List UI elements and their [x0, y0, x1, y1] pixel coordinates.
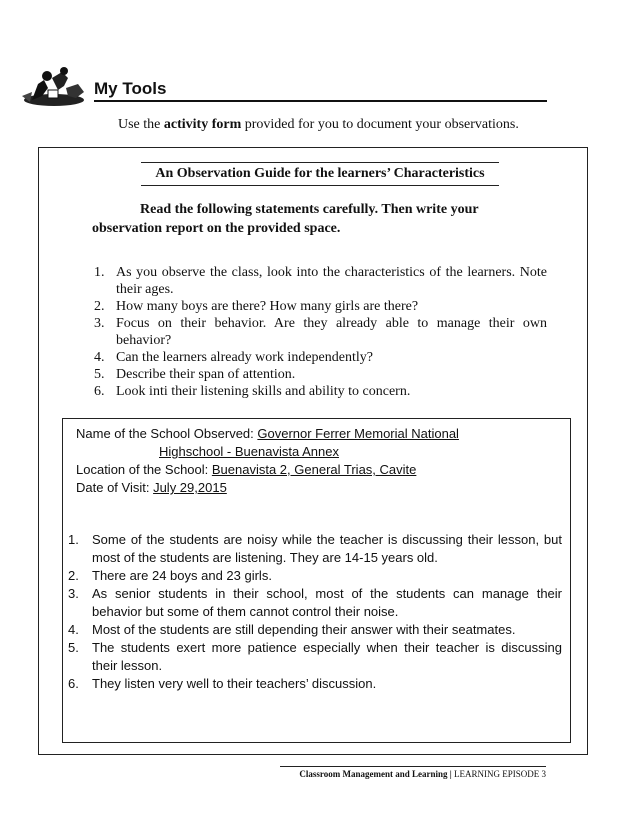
- list-item: [94, 298, 547, 315]
- intro-text: [118, 117, 519, 133]
- list-item: [68, 675, 562, 693]
- school-value: Governor Ferrer Memorial National: [257, 426, 459, 441]
- list-item: [68, 585, 562, 621]
- school-name-line-2: [159, 443, 339, 461]
- date-line: [76, 479, 227, 497]
- item-text: The students exert more patience especially when their teacher is discussing their lesson.: [92, 640, 562, 673]
- guide-title: An Observation Guide for the learners’ Characteristics: [155, 166, 485, 181]
- footer-episode: LEARNING EPISODE 3: [454, 769, 546, 779]
- page-footer: [280, 766, 546, 779]
- item-number: 1.: [94, 265, 105, 280]
- item-text: Most of the students are still depending their answer with their seatmates.: [92, 622, 516, 637]
- school-name-line: [76, 425, 459, 443]
- item-number: 3.: [68, 586, 79, 601]
- tools-clipart-icon: [18, 66, 90, 108]
- list-item: [94, 349, 547, 366]
- item-text: Focus on their behavior. Are they already able to manage their own behavior?: [116, 316, 547, 348]
- intro-after: provided for you to document your observations.: [241, 117, 519, 132]
- item-number: 6.: [94, 384, 105, 399]
- item-text: How many boys are there? How many girls are there?: [116, 299, 419, 314]
- item-number: 4.: [94, 350, 105, 365]
- school-value-cont: Highschool - Buenavista Annex: [159, 444, 339, 459]
- item-text: They listen very well to their teachers’ discussion.: [92, 676, 377, 691]
- date-label: Date of Visit:: [76, 480, 154, 495]
- list-item: [68, 621, 562, 639]
- instructions: [92, 200, 512, 238]
- item-text: As you observe the class, look into the characteristics of the learners. Note their ages.: [116, 265, 547, 297]
- section-title: My Tools: [94, 78, 547, 102]
- intro-before: Use the: [118, 117, 164, 132]
- guide-title-frame: [141, 162, 499, 186]
- item-number: 6.: [68, 676, 79, 691]
- location-value: Buenavista 2, General Trias, Cavite: [211, 462, 417, 477]
- list-item: [68, 531, 562, 567]
- item-number: 2.: [68, 568, 79, 583]
- item-number: 3.: [94, 316, 105, 331]
- list-item: [68, 639, 562, 675]
- location-line: [76, 461, 416, 479]
- item-number: 5.: [68, 640, 79, 655]
- item-text: There are 24 boys and 23 girls.: [92, 568, 272, 583]
- item-text: Look inti their listening skills and ability to concern.: [116, 384, 411, 399]
- list-item: [94, 383, 547, 400]
- school-label: Name of the School Observed:: [76, 426, 258, 441]
- item-text: Some of the students are noisy while the teacher is discussing their lesson, but most of the students are listening. They are 14-15 years old.: [92, 532, 562, 565]
- item-text: As senior students in their school, most of the students can manage their behavior but some of them cannot control their noise.: [92, 586, 562, 619]
- item-number: 1.: [68, 532, 79, 547]
- item-text: Can the learners already work independently?: [116, 350, 373, 365]
- list-item: [94, 315, 547, 349]
- item-number: 4.: [68, 622, 79, 637]
- instruction-line-1: Read the following statements carefully. Then write your: [140, 202, 479, 217]
- list-item: [68, 567, 562, 585]
- list-item: [94, 366, 547, 383]
- observations-list: [68, 531, 562, 693]
- intro-bold: activity form: [163, 117, 242, 132]
- item-number: 5.: [94, 367, 105, 382]
- footer-separator: |: [447, 769, 454, 779]
- instruction-line-2: observation report on the provided space.: [92, 221, 341, 236]
- footer-course: Classroom Management and Learning: [299, 769, 448, 779]
- date-value: July 29,2015: [153, 480, 227, 495]
- location-label: Location of the School:: [76, 462, 212, 477]
- guide-questions-list: [94, 264, 547, 400]
- item-text: Describe their span of attention.: [116, 367, 296, 382]
- item-number: 2.: [94, 299, 105, 314]
- list-item: [94, 264, 547, 298]
